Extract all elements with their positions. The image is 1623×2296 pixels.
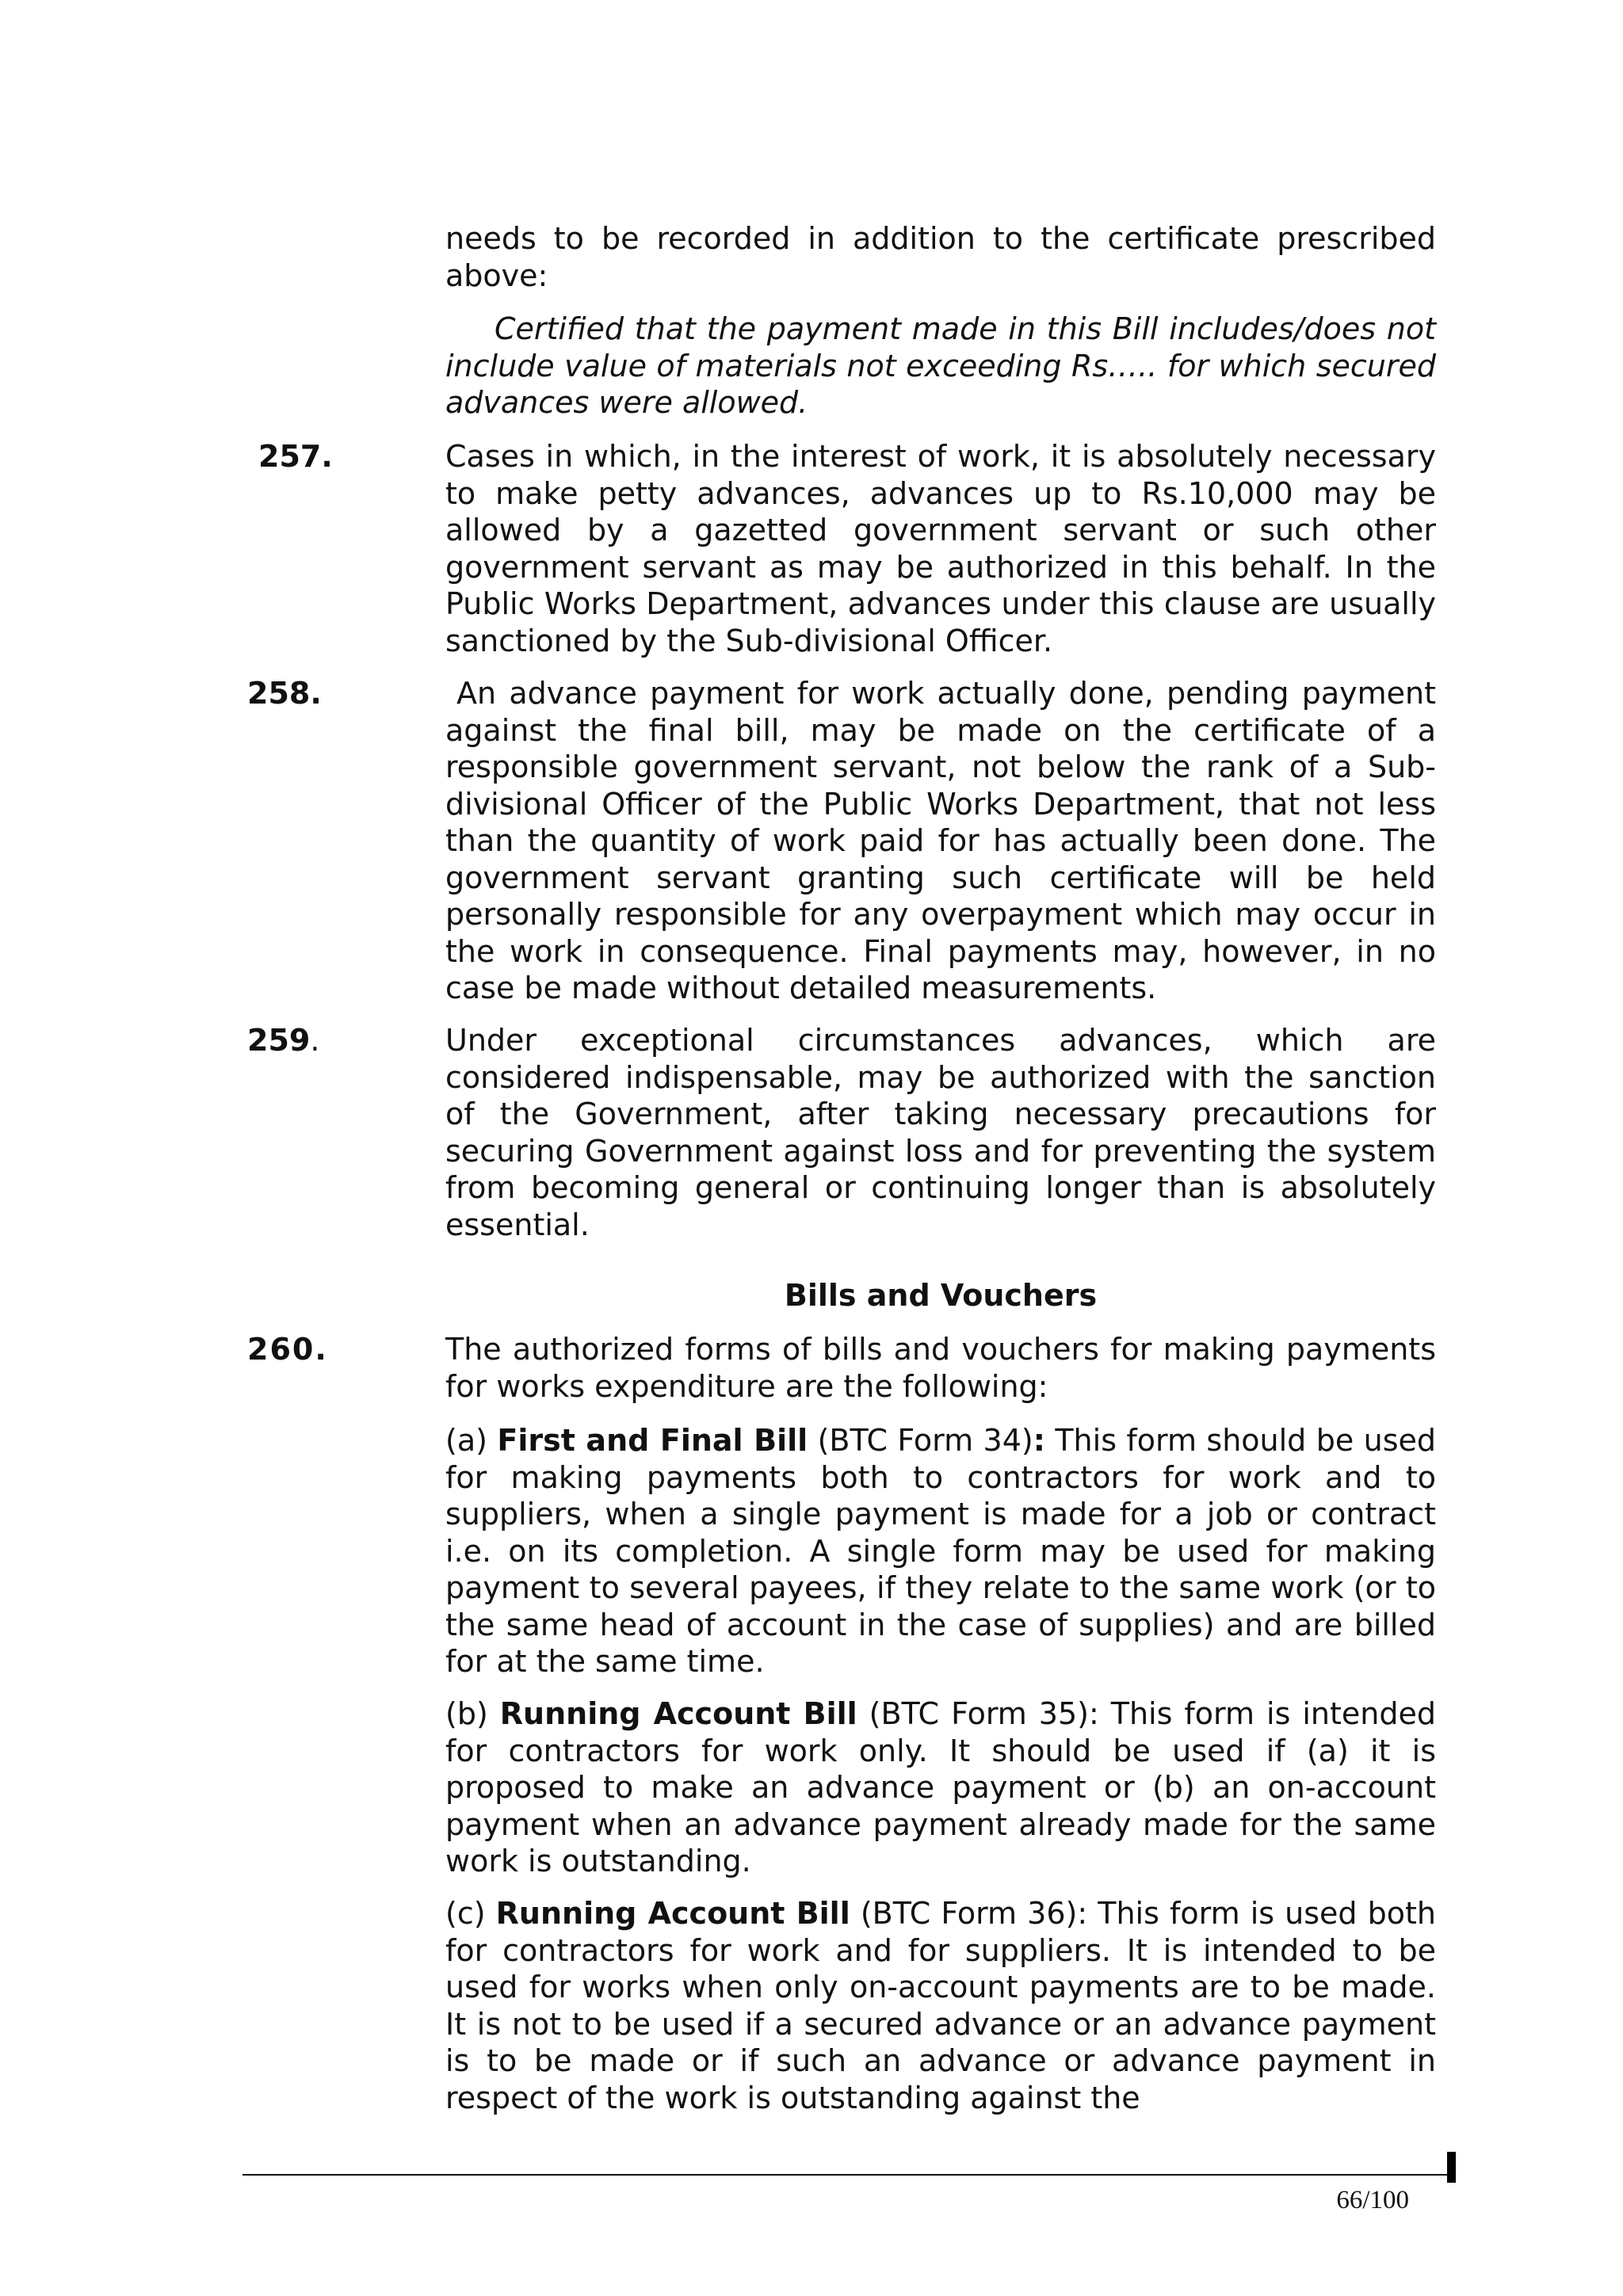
item-c-text: (BTC Form 36): This form is used both for contractors for work and for suppliers. It is intended to be used for works when only on-account payments are to be made. It is not to be used if a secured advance or an advance payment is to be made or if such an advance or advance payment in respect of the work is outstanding against the [445,1896,1436,2115]
continuation-paragraph: needs to be recorded in addition to the certificate prescribed above: [445,221,1436,293]
paragraph-number-259-digits: 259 [247,1023,311,1058]
item-a-text: This form should be used for making payments both to contractors for work and to suppliers, when a single payment is made for a job or contract i.e. on its completion. A single form may be used for making payment to several payees, if they relate to the same work (or to the same head of account in the case of supplies) and are billed for at the same time. [445,1423,1437,1679]
item-c [445,1895,1436,2116]
item-b-title: Running Account Bill [499,1696,857,1731]
certificate-text: Certified that the payment made in this Bill includes/does not include value of materials not exceeding Rs….. for which secured advances were allowed. [445,311,1436,420]
paragraph-number-257: 257. [258,439,333,474]
paragraph-260: The authorized forms of bills and vouchers for making payments for works expenditure are the following: [445,1332,1436,1404]
item-a-prefix: (a) [445,1423,498,1458]
item-b [445,1695,1436,1880]
item-b-text: (BTC Form 35): This form is intended for contractors for work only. It should be used if (a) it is proposed to make an advance payment or (b) an on-account payment when an advance payment already made for the same work is outstanding. [445,1696,1436,1878]
footer-rule [242,2174,1455,2176]
item-c-prefix: (c) [445,1896,496,1931]
paragraph-257: Cases in which, in the interest of work, it is absolutely necessary to make petty advances, advances up to Rs.10,000 may be allowed by a gazetted government servant or such other government servant as may be authorized in this behalf. In the Public Works Department, advances under this clause are usually sanctioned by the Sub-divisional Officer. [445,439,1436,658]
item-a-title: First and Final Bill [497,1423,808,1458]
paragraph-number-259-dot: . [310,1023,320,1058]
section-heading: Bills and Vouchers [784,1278,1098,1313]
paragraph-number-259 [247,1022,319,1059]
item-a [445,1422,1436,1680]
item-a-form: (BTC Form 34) [808,1423,1033,1458]
paragraph-258: An advance payment for work actually done, pending payment against the final bill, may be made on the certificate of a responsible government servant, not below the rank of a Sub-divisional Officer of the Public Works Department, that not less than the quantity of work paid for has actually been done. The government servant granting such certificate will be held personally responsible for any overpayment which may occur in the work in consequence. Final payments may, however, in no case be made without detailed measurements. [445,676,1436,1005]
item-b-prefix: (b) [445,1696,500,1731]
item-c-title: Running Account Bill [495,1896,850,1931]
item-a-colon: : [1033,1423,1045,1458]
paragraph-number-260: 260. [247,1332,328,1367]
page-number: 66/100 [1336,2186,1409,2214]
footer-margin-mark [1447,2152,1456,2183]
paragraph-259: Under exceptional circumstances advances, which are considered indispensable, may be authorized with the sanction of the Government, after taking necessary precautions for securing Government against loss and for preventing the system from becoming general or continuing longer than is absolutely essential. [445,1023,1436,1242]
paragraph-number-258: 258. [247,676,322,711]
